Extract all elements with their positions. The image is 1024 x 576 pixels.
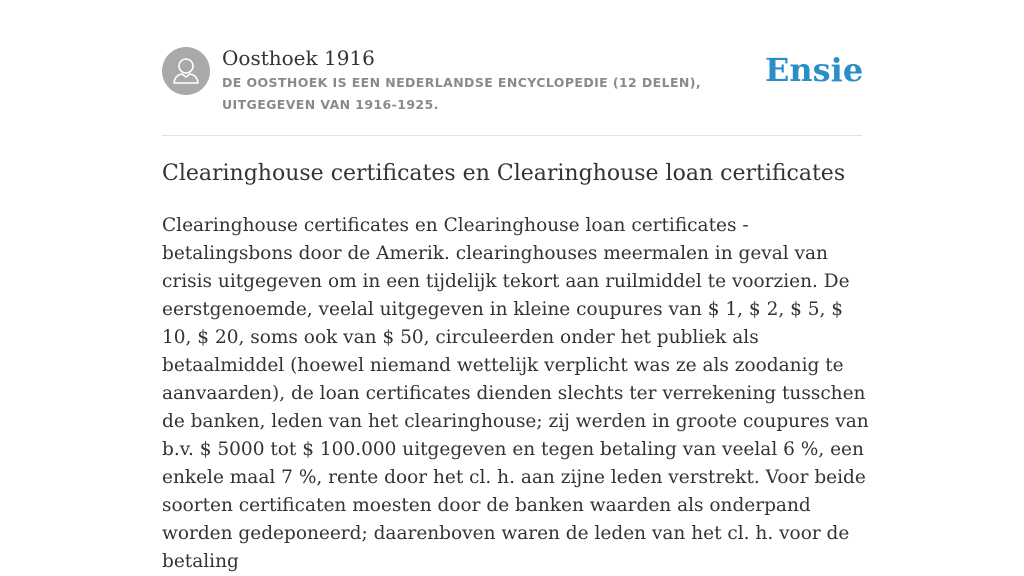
article-body: Clearinghouse certificates en Clearinghouse loan certificates - betalingsbons door de Amerik. clearinghouses meermalen in geval van crisis uitgegeven om in een tijdelijk tekort aan ruilmiddel te voorzien. De eerstgenoemde, veelal uitgegeven in kleine coupures van $ 1, $ 2, $ 5, $ 10, $ 20, soms ook van $ 50, circuleerden onder het publiek als betaalmiddel (hoewel niemand wettelijk verplicht was ze als zoodanig te aanvaarden), de loan certificates dienden slechts ter verrekening tusschen de banken, leden van het clearinghouse; zij werden in groote coupures van b.v. $ 5000 tot $ 100.000 uitgegeven en tegen betaling van veelal 6 %, een enkele maal 7 %, rente door het cl. h. aan zijne leden verstrekt. Voor beide soorten certificaten moesten door de banken waarden als onderpand worden gedeponeerd; daarenboven waren de leden van het cl. h. voor de betaling: [162, 215, 869, 572]
source-title[interactable]: Oosthoek 1916: [222, 46, 375, 70]
article-title: Clearinghouse certificates en Clearinghouse loan certificates: [162, 161, 846, 186]
user-silhouette-icon[interactable]: [162, 47, 210, 95]
ensie-logo[interactable]: Ensie: [765, 51, 864, 89]
source-description: DE OOSTHOEK IS EEN NEDERLANDSE ENCYCLOPEDIE (12 DELEN), UITGEGEVEN VAN 1916-1925.: [222, 75, 702, 112]
header-divider: [162, 135, 862, 136]
source-header: [162, 44, 862, 134]
